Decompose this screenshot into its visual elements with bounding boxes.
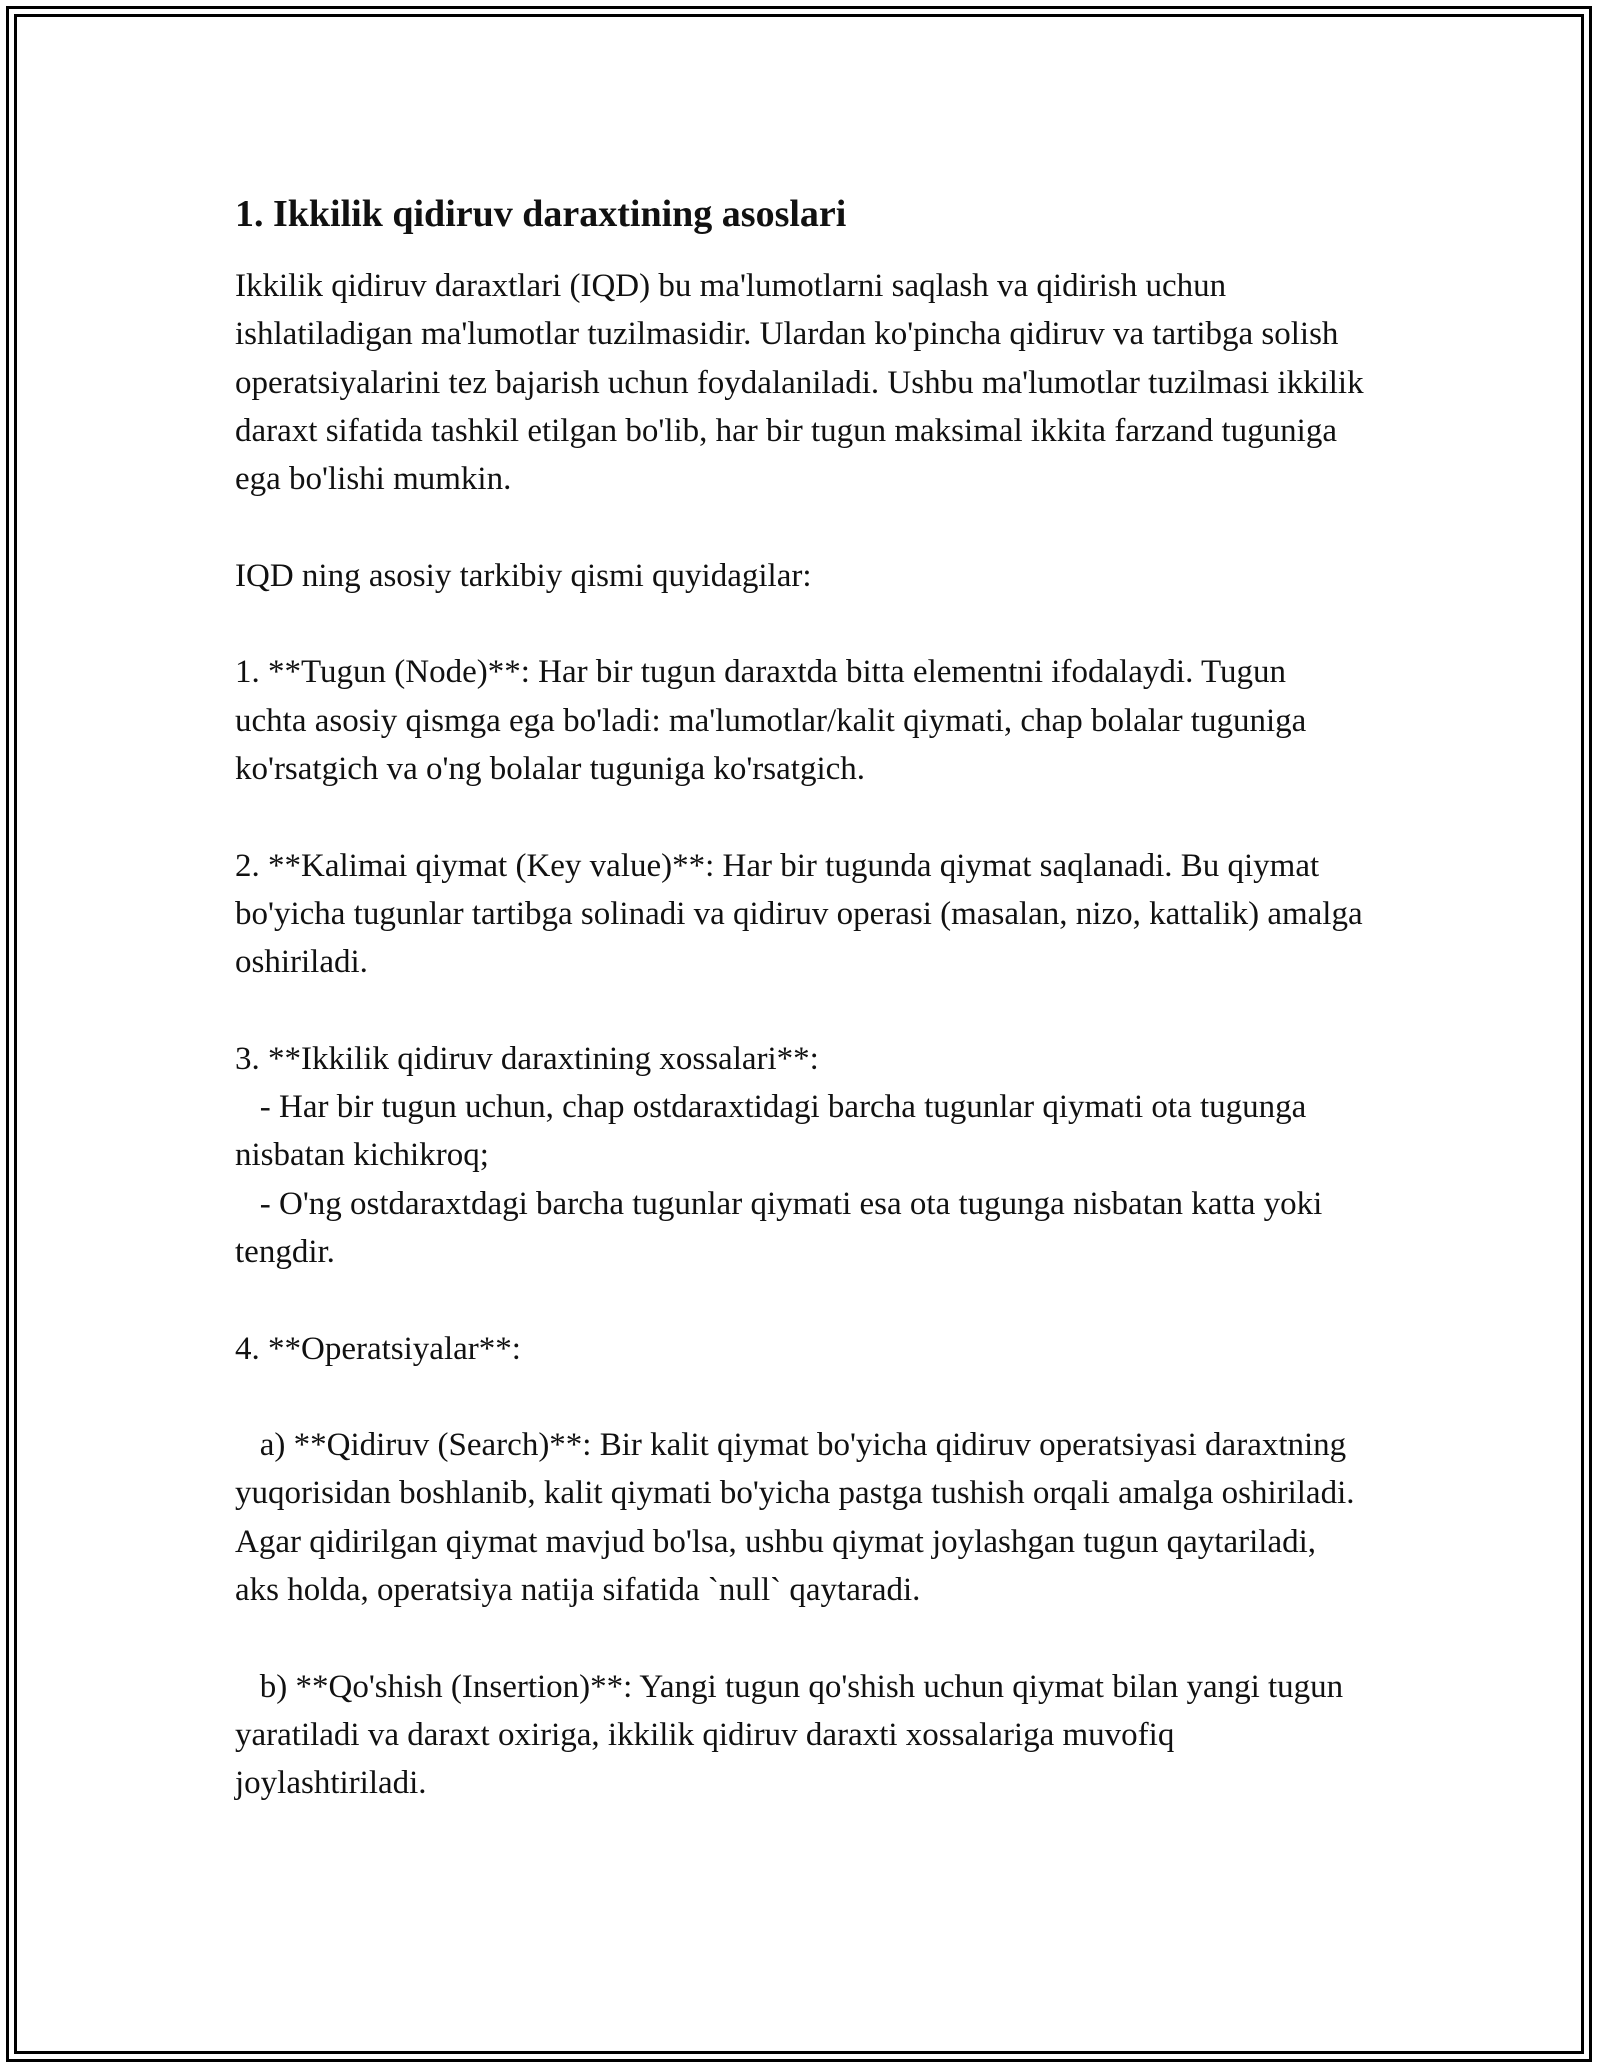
paragraph-gap [235, 1276, 1365, 1324]
list-item-operations: 4. **Operatsiyalar**: [235, 1330, 521, 1367]
list-item-properties: 3. **Ikkilik qidiruv daraxtining xossalari**: - Har bir tugun uchun, chap ostdaraxtidagi barcha tugunlar qiymati ota tugunga nisbatan kichikroq; - O'ng ostdaraxtdagi barcha tugunlar qiymati esa ota tugunga nisbatan katta yoki tengdir. [235, 1040, 1323, 1270]
paragraph-gap [235, 600, 1365, 648]
components-intro: IQD ning asosiy tarkibiy qismi quyidagilar: [235, 557, 812, 594]
paragraph-gap [235, 1614, 1365, 1662]
document-body [235, 188, 1372, 1808]
section-heading: 1. Ikkilik qidiruv daraxtining asoslari [235, 193, 847, 235]
paragraph-gap [235, 503, 1365, 551]
paragraph-gap [235, 1373, 1365, 1421]
paragraph-gap [235, 793, 1365, 841]
paragraph-gap [235, 986, 1365, 1034]
list-item-key-value: 2. **Kalimai qiymat (Key value)**: Har bir tugunda qiymat saqlanadi. Bu qiymat bo'yicha tugunlar tartibga solinadi va qidiruv operasi (masalan, nizo, kattalik) amalga oshiriladi. [235, 847, 1371, 981]
list-item-node: 1. **Tugun (Node)**: Har bir tugun daraxtda bitta elementni ifodalaydi. Tugun uchta asosiy qismga ega bo'ladi: ma'lumotlar/kalit qiymati, chap bolalar tuguniga ko'rsatgich va o'ng bolalar tuguniga ko'rsatgich. [235, 654, 1315, 787]
intro-paragraph: Ikkilik qidiruv daraxtlari (IQD) bu ma'lumotlarni saqlash va qidirish uchun ishlatiladigan ma'lumotlar tuzilmasidir. Ulardan ko'pincha qidiruv va tartibga solish operatsiyalarini tez bajarish uchun foydalaniladi. Ushbu ma'lumotlar tuzilmasi ikkilik daraxt sifatida tashkil etilgan bo'lib, har bir tugun maksimal ikkita farzand tuguniga ega bo'lishi mumkin. [235, 268, 1372, 498]
operation-search: a) **Qidiruv (Search)**: Bir kalit qiymat bo'yicha qidiruv operatsiyasi daraxtning yuqorisidan boshlanib, kalit qiymati bo'yicha pastga tushish orqali amalga oshiriladi. Agar qidirilgan qiymat mavjud bo'lsa, ushbu qiymat joylashgan tugun qaytariladi, aks holda, operatsiya natija sifatida `null` qaytaradi. [235, 1427, 1361, 1609]
operation-insertion: b) **Qo'shish (Insertion)**: Yangi tugun qo'shish uchun qiymat bilan yangi tugun yaratiladi va daraxt oxiriga, ikkilik qidiruv daraxti xossalariga muvofiq joylashtiriladi. [235, 1668, 1352, 1802]
